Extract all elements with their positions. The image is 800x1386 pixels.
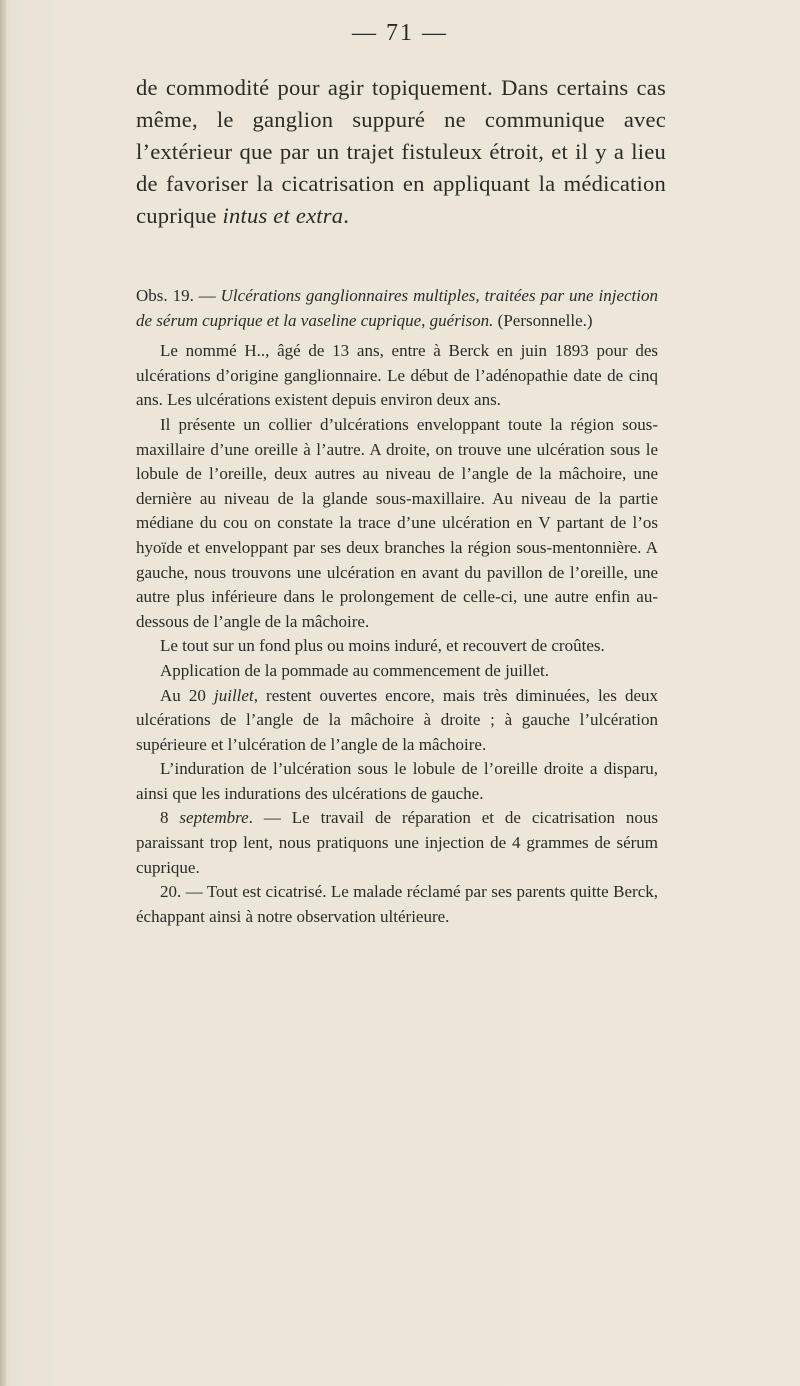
observation-induration: L’induration de l’ulcération sous le lobule de l’oreille droite a disparu, ainsi que les indurations des ulcérations de gauche. [136,759,658,803]
observation-paragraph: Application de la pommade au commencement de juillet. [160,660,549,680]
observation-paragraph: Il présente un collier d’ulcérations enveloppant toute la région sous-maxillaire d’une oreille à l’autre. A droite, on trouve une ulcération sous le lobule de l’oreille, deux autres au niveau de l’angle de la mâchoire, une dernière au niveau de la glande sous-maxillaire. Au niveau de la partie médiane du cou on constate la trace d’une ulcération en V partant de l’os hyoïde et enveloppant par ses deux branches la région sous-mentonnière. A gauche, nous trouvons une ulcération en avant du pavillon de l’oreille, une autre plus inférieure dans le prolongement de celle-ci, une autre enfin au-dessous de l’angle de la mâchoire. [136,414,658,631]
lead-paragraph [136,72,666,232]
observation-paragraph: Le nommé H.., âgé de 13 ans, entre à Berck en juin 1893 pour des ulcérations d’origine ganglionnaire. Le début de l’adénopathie date de cinq ans. Les ulcérations existent depuis environ deux ans. [136,341,658,410]
september-date: septembre [179,808,249,828]
observation-paragraph: Le tout sur un fond plus ou moins induré, et recouvert de croûtes. [160,636,605,656]
july-date: juillet [214,685,254,705]
lead-text-italic: intus et extra [222,203,344,228]
observation-july-entry [136,684,658,758]
lead-text-end: . [343,203,350,228]
observation-final-entry: 20. — Tout est cicatrisé. Le malade réclamé par ses parents quitte Berck, échappant ainsi à notre observation ultérieure. [136,882,658,926]
observation-source: (Personnelle.) [493,310,593,330]
page-number: — 71 — [352,20,448,46]
september-text: . — Le travail de réparation et de cicatrisation nous paraissant trop lent, nous pratiquons une injection de 4 grammes de sérum cuprique. [136,808,658,877]
observation-title: Ulcérations ganglionnaires multiples, traitées par une injection de sérum cuprique et la vaseline cuprique, guérison. [136,286,658,330]
july-prefix: Au 20 [160,685,215,705]
observation-september-entry [136,806,658,880]
observation-block [136,284,658,929]
page-spine-shadow [0,0,6,1386]
observation-label: Obs. 19. — [136,286,221,305]
lead-text-main: de commodité pour agir topiquement. Dans certains cas même, le ganglion suppuré ne communique avec l’extérieur que par un trajet fistuleux étroit, et il y a lieu de favoriser la cicatrisation en appliquant la médication cuprique [136,75,666,228]
september-prefix: 8 [160,808,180,828]
lead-text [136,72,666,232]
july-text: , restent ouvertes encore, mais très diminuées, les deux ulcérations de l’angle de la mâchoire à droite ; à gauche l’ulcération supérieure et l’ulcération de l’angle de la mâchoire. [136,685,658,754]
observation-heading [136,284,658,333]
